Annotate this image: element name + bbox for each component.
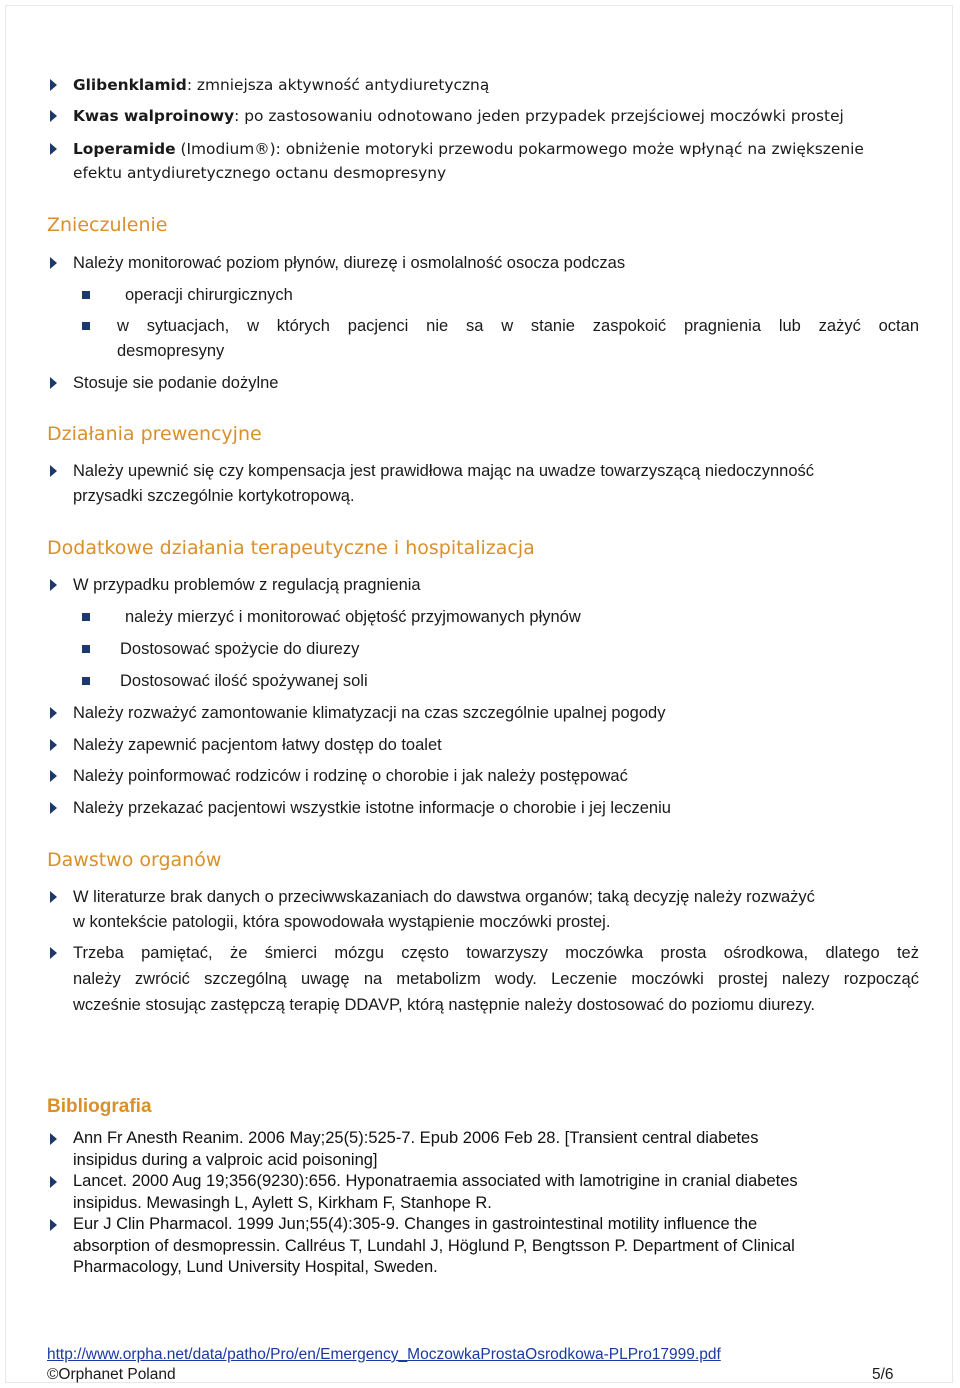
sub-item: Dostosować ilość spożywanej soli: [120, 672, 368, 690]
bullet-arrow-icon: [50, 1176, 57, 1188]
section-title-dawstwo: Dawstwo organów: [47, 849, 222, 871]
page-number: 5/6: [872, 1366, 894, 1383]
list-item: Należy rozważyć zamontowanie klimatyzacji na czas szczególnie upalnej pogody: [73, 704, 666, 722]
footer-link[interactable]: http://www.orpha.net/data/patho/Pro/en/Emergency_MoczowkaProstaOsrodkowa-PLPro17999.pdf: [47, 1346, 721, 1363]
bullet-square-icon: [82, 677, 90, 685]
sub-item-cont: desmopresyny: [117, 342, 225, 360]
paragraph-line: W literaturze brak danych o przeciwwskazaniach do dawstwa organów; taką decyzję należy rozważyć: [73, 888, 815, 906]
drug-effect: : zmniejsza aktywność antydiuretyczną: [186, 76, 490, 94]
list-item: W przypadku problemów z regulacją pragnienia: [73, 576, 421, 594]
section-title-dodatkowe: Dodatkowe działania terapeutyczne i hospitalizacja: [47, 537, 535, 559]
drug-name: Loperamide: [73, 140, 176, 158]
reference-line: absorption of desmopressin. Callréus T, Lundahl J, Höglund P, Bengtsson P. Department of Clinical: [73, 1236, 795, 1255]
drug-name: Kwas walproinowy: [73, 107, 235, 125]
bullet-arrow-icon: [50, 143, 57, 155]
bullet-square-icon: [82, 645, 90, 653]
bullet-arrow-icon: [50, 110, 57, 122]
reference-line: Lancet. 2000 Aug 19;356(9230):656. Hyponatraemia associated with lamotrigine in cranial diabetes: [73, 1172, 798, 1190]
reference-line: insipidus. Mewasingh L, Aylett S, Kirkham F, Stanhope R.: [73, 1193, 492, 1212]
drug-effect-cont: efektu antydiuretycznego octanu desmopresyny: [73, 164, 447, 182]
section-title-bibliografia: Bibliografia: [47, 1096, 152, 1117]
bullet-square-icon: [82, 613, 90, 621]
list-item: [73, 75, 489, 95]
paragraph-line: w kontekście patologii, która spowodowała wystąpienie moczówki prostej.: [73, 913, 611, 931]
reference-line: Eur J Clin Pharmacol. 1999 Jun;55(4):305-9. Changes in gastrointestinal motility influence the: [73, 1215, 758, 1233]
footer-copyright: ©Orphanet Poland: [47, 1366, 176, 1383]
reference-item: [73, 1128, 758, 1171]
bullet-arrow-icon: [50, 802, 57, 814]
list-item: Należy monitorować poziom płynów, diurezę i osmolalność osocza podczas: [73, 254, 626, 272]
drug-effect: : po zastosowaniu odnotowano jeden przypadek przejściowej moczówki prostej: [234, 107, 844, 125]
paragraph-line: wcześnie stosując zastępczą terapię DDAVP, którą następnie należy dostosować do poziomu diurezy.: [73, 996, 815, 1014]
reference-line: Ann Fr Anesth Reanim. 2006 May;25(5):525-7. Epub 2006 Feb 28. [Transient central diabetes: [73, 1129, 759, 1147]
section-title-prewencyjne: Działania prewencyjne: [47, 423, 262, 445]
bullet-arrow-icon: [50, 79, 57, 91]
bullet-arrow-icon: [50, 465, 57, 477]
bullet-arrow-icon: [50, 707, 57, 719]
list-item: [73, 139, 864, 159]
reference-item: [73, 1214, 795, 1279]
sub-item: operacji chirurgicznych: [125, 286, 293, 304]
paragraph-line: należy zwrócić szczególną uwagę na metabolizm wody. Leczenie moczówki prostej nalezy rozpocząć: [73, 970, 919, 988]
bullet-arrow-icon: [50, 891, 57, 903]
bullet-square-icon: [82, 291, 90, 299]
sub-item: w sytuacjach, w których pacjenci nie sa w stanie zaspokoić pragnienia lub zażyć octan: [117, 317, 919, 335]
drug-effect: (Imodium®): obniżenie motoryki przewodu pokarmowego może wpłynąć na zwiększenie: [175, 140, 864, 158]
reference-line: insipidus during a valproic acid poisoning]: [73, 1150, 378, 1169]
bullet-arrow-icon: [50, 257, 57, 269]
paragraph-line: Trzeba pamiętać, że śmierci mózgu często towarzyszy moczówka prosta ośrodkowa, dlatego też: [73, 944, 919, 962]
bullet-arrow-icon: [50, 579, 57, 591]
list-item: Należy upewnić się czy kompensacja jest prawidłowa mając na uwadze towarzyszącą niedoczynność: [73, 462, 815, 480]
list-item: Należy zapewnić pacjentom łatwy dostęp do toalet: [73, 736, 442, 754]
drug-name: Glibenklamid: [73, 76, 187, 94]
list-item: [73, 106, 844, 126]
bullet-arrow-icon: [50, 1133, 57, 1145]
list-item: Należy przekazać pacjentowi wszystkie istotne informacje o chorobie i jej leczeniu: [73, 799, 671, 817]
bullet-arrow-icon: [50, 1219, 57, 1231]
bullet-arrow-icon: [50, 770, 57, 782]
bullet-arrow-icon: [50, 739, 57, 751]
list-item: Należy poinformować rodziców i rodzinę o chorobie i jak należy postępować: [73, 767, 628, 785]
bullet-square-icon: [82, 322, 90, 330]
sub-item: Dostosować spożycie do diurezy: [120, 640, 360, 658]
list-item-cont: przysadki szczególnie kortykotropową.: [73, 487, 355, 505]
list-item: Stosuje sie podanie dożylne: [73, 374, 279, 392]
reference-item: [73, 1171, 798, 1214]
bullet-arrow-icon: [50, 377, 57, 389]
section-title-znieczulenie: Znieczulenie: [47, 214, 168, 236]
bullet-arrow-icon: [50, 947, 57, 959]
sub-item: należy mierzyć i monitorować objętość przyjmowanych płynów: [125, 608, 581, 626]
reference-line: Pharmacology, Lund University Hospital, Sweden.: [73, 1258, 438, 1276]
